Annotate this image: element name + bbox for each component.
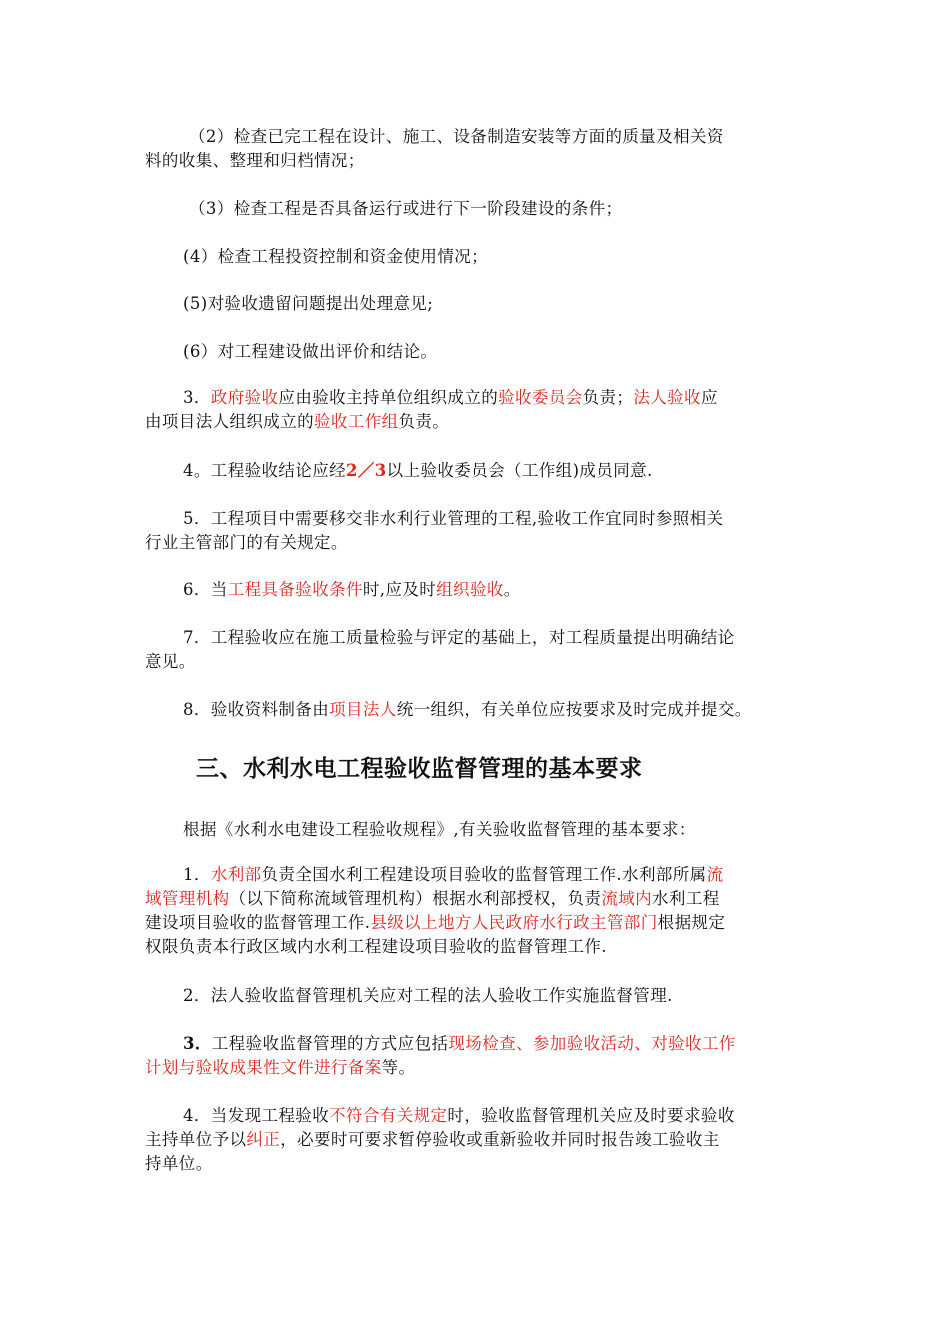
intro-paragraph: 根据《水利水电建设工程验收规程》,有关验收监督管理的基本要求： (183, 820, 696, 839)
item-4: (4）检查工程投资控制和资金使用情况； (183, 247, 489, 266)
paragraph-6: 6．当工程具备验收条件时,应及时组织验收。 (183, 580, 521, 599)
paragraph-5: 5．工程项目中需要移交非水利行业管理的工程,验收工作宜同时参照相关 行业主管部门的有关规定。 (145, 509, 724, 552)
paragraph-8: 8．验收资料制备由项目法人统一组织，有关单位应按要求及时完成并提交。 (183, 700, 752, 719)
item-3: （3）检查工程是否具备运行或进行下一阶段建设的条件； (189, 199, 623, 218)
paragraph-3: 3．政府验收应由验收主持单位组织成立的验收委员会负责；法人验收应 由项目法人组织成立的验收工作组负责。 (145, 388, 718, 431)
supervision-1: 1．水利部负责全国水利工程建设项目验收的监督管理工作.水利部所属流 域管理机构（以下简称流域管理机构）根据水利部授权，负责流域内水利工程 建设项目验收的监督管理工作.县级以上地方人民政府水行政主管部门根据规定 权限负责本行政区域内水利工程建设项目验收的监督管理工作. (145, 865, 726, 956)
item-5: (5)对验收遗留问题提出处理意见; (183, 294, 434, 313)
item-6: (6）对工程建设做出评价和结论。 (183, 342, 438, 361)
supervision-4: 4．当发现工程验收不符合有关规定时，验收监督管理机关应及时要求验收 主持单位予以纠正，必要时可要求暂停验收或重新验收并同时报告竣工验收主 持单位。 (145, 1106, 735, 1173)
supervision-2: 2．法人验收监督管理机关应对工程的法人验收工作实施监督管理. (183, 986, 673, 1005)
item-2: （2）检查已完工程在设计、施工、设备制造安装等方面的质量及相关资 料的收集、整理和归档情况； (145, 127, 724, 170)
paragraph-4: 4。工程验收结论应经2／3以上验收委员会（工作组)成员同意. (183, 461, 653, 480)
section-heading: 三、水利水电工程验收监督管理的基本要求 (196, 756, 643, 782)
supervision-3: 3．工程验收监督管理的方式应包括现场检查、参加验收活动、对验收工作 计划与验收成果性文件进行备案等。 (145, 1034, 736, 1077)
paragraph-7: 7．工程验收应在施工质量检验与评定的基础上，对工程质量提出明确结论 意见。 (145, 628, 735, 671)
